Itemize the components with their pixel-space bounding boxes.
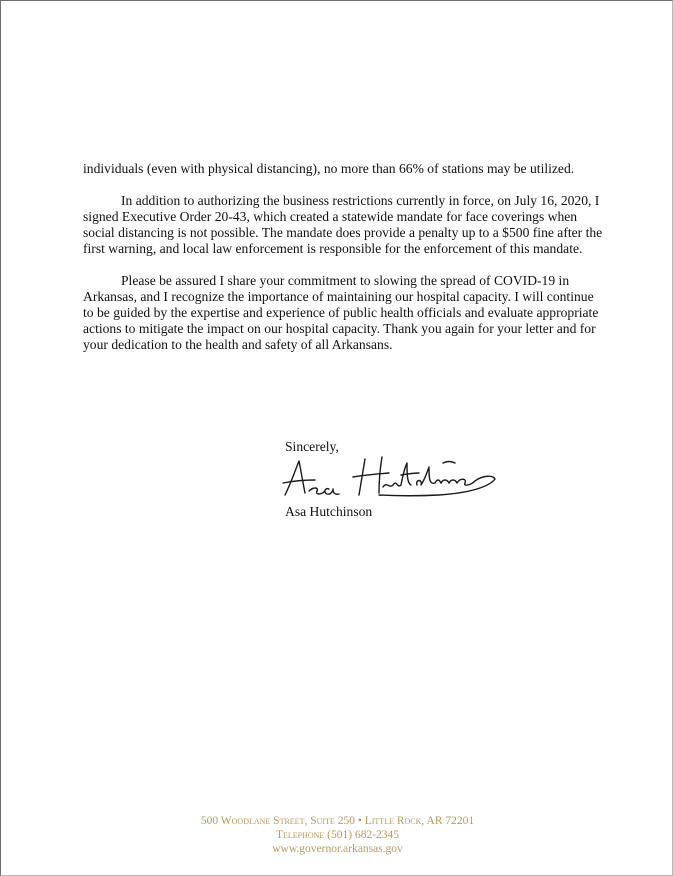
paragraph-commitment: Please be assured I share your commitment to slowing the spread of COVID-19 in Arkansas, and I recognize the importance of maintaining our hospital capacity. I will continue to be guided by the expertise and experience of public health officials and evaluate appropriate actions to mitigate the impact on our hospital capacity. Thank you again for your letter and for your dedication to the health and safety of all Arkansans. <box>83 273 599 352</box>
letter-body <box>83 161 603 369</box>
footer-address: 500 Woodlane Street, Suite 250 • Little Rock, AR 72201 <box>200 815 475 827</box>
paragraph-executive-order: In addition to authorizing the business restrictions currently in force, on July 16, 2020, I signed Executive Order 20-43, which created a statewide mandate for face coverings when social distancing is not possible. The mandate does provide a penalty up to a $500 fine after the first warning, and local law enforcement is responsible for the enforcement of this mandate. <box>83 193 603 256</box>
paragraph-continuation: individuals (even with physical distancing), no more than 66% of stations may be utilized. <box>83 161 575 176</box>
footer-website: www.governor.arkansas.gov <box>272 843 403 855</box>
handwritten-signature <box>279 453 501 503</box>
closing-salutation: Sincerely, <box>285 439 339 454</box>
letterhead-footer <box>1 814 673 856</box>
signer-name: Asa Hutchinson <box>285 504 373 519</box>
footer-telephone: Telephone (501) 682-2345 <box>275 829 400 841</box>
